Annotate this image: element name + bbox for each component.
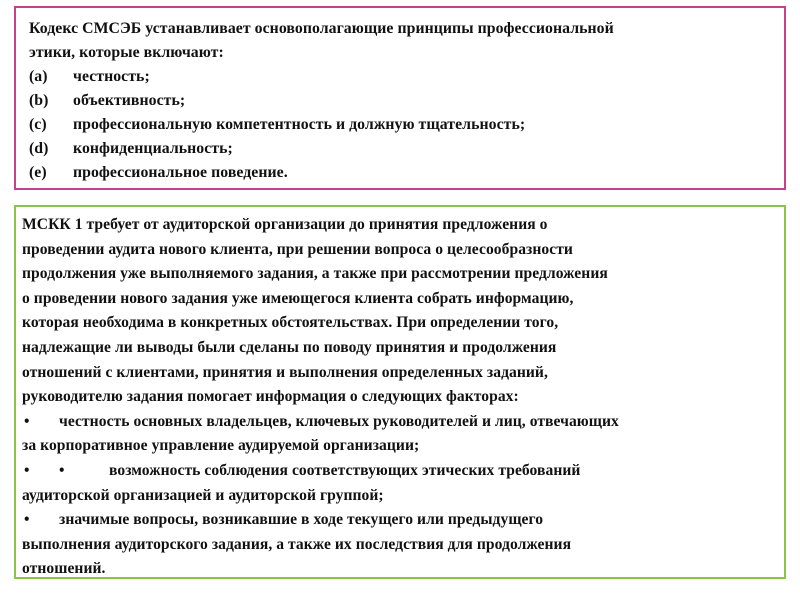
bullet-text: возможность соблюдения соответствующих этических требований (109, 461, 581, 479)
list-item-text: честность; (73, 68, 150, 85)
paragraph-line: надлежащие ли выводы были сделаны по поводу принятия и продолжения (22, 338, 557, 356)
list-item (29, 113, 776, 137)
list-item (29, 161, 776, 185)
paragraph-line: проведении аудита нового клиента, при решении вопроса о целесообразности (22, 240, 573, 258)
paragraph-line: руководителю задания помогает информация о следующих факторах: (22, 388, 519, 406)
bullet-text: честность основных владельцев, ключевых руководителей и лиц, отвечающих (59, 412, 619, 430)
bullet-item-integrity (22, 410, 776, 435)
bullet-continuation: аудиторской организацией и аудиторской группой; (22, 486, 384, 504)
list-marker: (a) (29, 68, 48, 85)
bullet-icon: • (24, 511, 30, 529)
ethics-intro-line-2: этики, которые включают: (29, 44, 224, 61)
list-marker: (d) (29, 140, 49, 157)
paragraph-line: о проведении нового задания уже имеющегося клиента собрать информацию, (22, 289, 574, 307)
bullet-icon: • (24, 461, 30, 479)
list-marker: (e) (29, 164, 47, 181)
list-item-text: профессиональное поведение. (73, 164, 288, 181)
list-marker: (c) (29, 116, 47, 133)
bullet-continuation: выполнения аудиторского задания, а также их последствия для продолжения (22, 535, 572, 553)
list-item-text: профессиональную компетентность и должную тщательность; (73, 116, 526, 133)
bullet-icon: • (59, 461, 65, 479)
bullet-item-ethics-compliance (22, 459, 776, 484)
paragraph-line: продолжения уже выполняемого задания, а также при рассмотрении предложения (22, 265, 608, 283)
bullet-continuation: отношений. (22, 560, 106, 578)
list-item (29, 89, 776, 113)
list-item (29, 65, 776, 89)
bullet-item-significant-matters (22, 508, 776, 533)
paragraph-line: отношений с клиентами, принятия и выполнения определенных заданий, (22, 363, 548, 381)
ethics-intro-line-1: Кодекс СМСЭБ устанавливает основополагающие принципы профессиональной (29, 20, 614, 37)
list-item-text: конфиденциальность; (73, 140, 233, 157)
bullet-icon: • (24, 412, 30, 430)
paragraph-line: МСКК 1 требует от аудиторской организации до принятия предложения о (22, 216, 548, 233)
ethics-principles-box (14, 6, 786, 190)
bullet-text: значимые вопросы, возникавшие в ходе текущего или предыдущего (59, 511, 544, 529)
list-item-text: объективность; (73, 92, 186, 109)
bullet-continuation: за корпоративное управление аудируемой организации; (22, 437, 420, 455)
isqc1-requirements-box (14, 205, 786, 579)
paragraph-line: которая необходима в конкретных обстоятельствах. При определении того, (22, 314, 559, 332)
list-marker: (b) (29, 92, 49, 109)
list-item (29, 137, 776, 161)
